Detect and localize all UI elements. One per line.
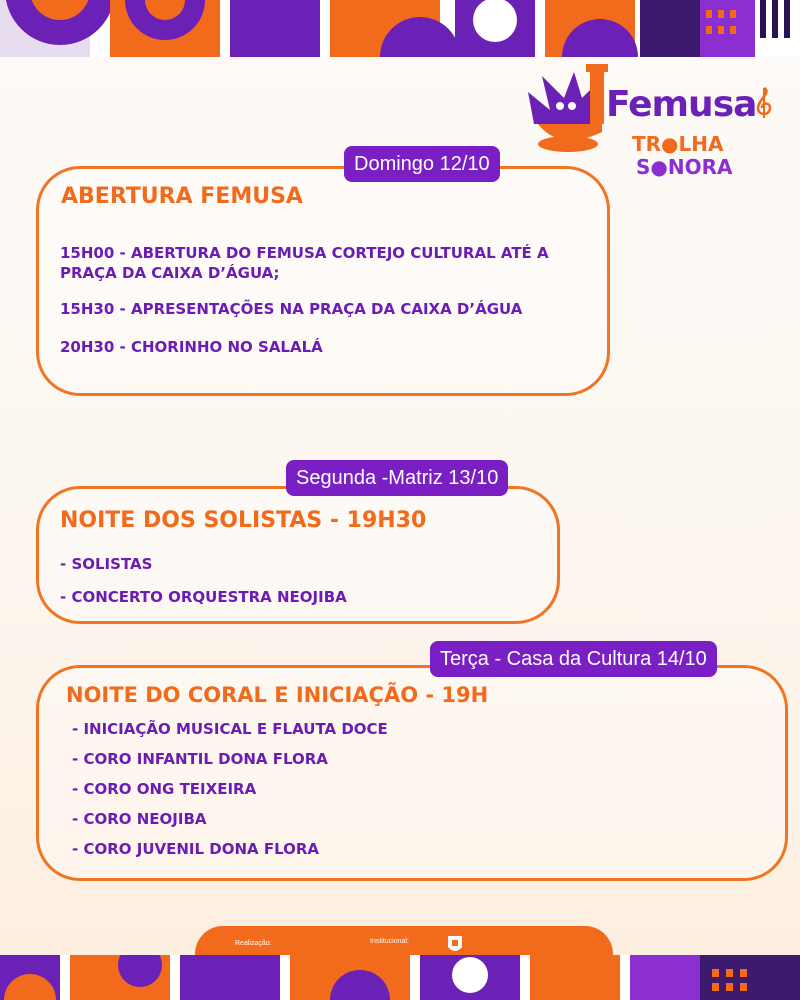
event-item: - CORO NEOJIBA: [72, 810, 207, 828]
realizacao-label: Realização:: [235, 940, 272, 947]
event-item: - CORO ONG TEIXEIRA: [72, 780, 257, 798]
femusa-logo: [520, 62, 780, 182]
event-item: 15H00 - ABERTURA DO FEMUSA CORTEJO CULTURAL ATÉ A: [60, 244, 549, 262]
institucional-label: Institucional:: [370, 938, 409, 945]
bottom-pattern-art: [0, 955, 800, 1000]
event-item: 20H30 - CHORINHO NO SALALÁ: [60, 338, 323, 356]
event-title: NOITE DO CORAL E INICIAÇÃO - 19H: [66, 683, 489, 707]
event-date-tag: Terça - Casa da Cultura 14/10: [430, 641, 717, 677]
brand-subtitle-line2: S●NORA: [636, 155, 733, 179]
castle-icon: [520, 62, 610, 162]
top-pattern-art: [0, 0, 800, 57]
event-date-tag: Segunda -Matriz 13/10: [286, 460, 508, 496]
event-item: - INICIAÇÃO MUSICAL E FLAUTA DOCE: [72, 720, 388, 738]
event-item: - CONCERTO ORQUESTRA NEOJIBA: [60, 588, 347, 606]
event-title: ABERTURA FEMUSA: [61, 184, 303, 209]
treble-clef-icon: [752, 84, 776, 120]
event-item: 15H30 - APRESENTAÇÕES NA PRAÇA DA CAIXA D’ÁGUA: [60, 300, 523, 318]
event-item: - SOLISTAS: [60, 555, 153, 573]
top-decorative-band: [0, 0, 800, 57]
bottom-decorative-band: [0, 955, 800, 1000]
brand-name: Femusa: [606, 84, 757, 125]
event-item: - CORO JUVENIL DONA FLORA: [72, 840, 320, 858]
event-title: NOITE DOS SOLISTAS - 19H30: [60, 508, 427, 533]
event-item: - CORO INFANTIL DONA FLORA: [72, 750, 328, 768]
event-item: PRAÇA DA CAIXA D’ÁGUA;: [60, 264, 280, 282]
brand-subtitle-line1: TR●LHA: [632, 132, 724, 156]
event-date-tag: Domingo 12/10: [344, 146, 500, 182]
alcobaca-crest-icon: [445, 934, 465, 956]
